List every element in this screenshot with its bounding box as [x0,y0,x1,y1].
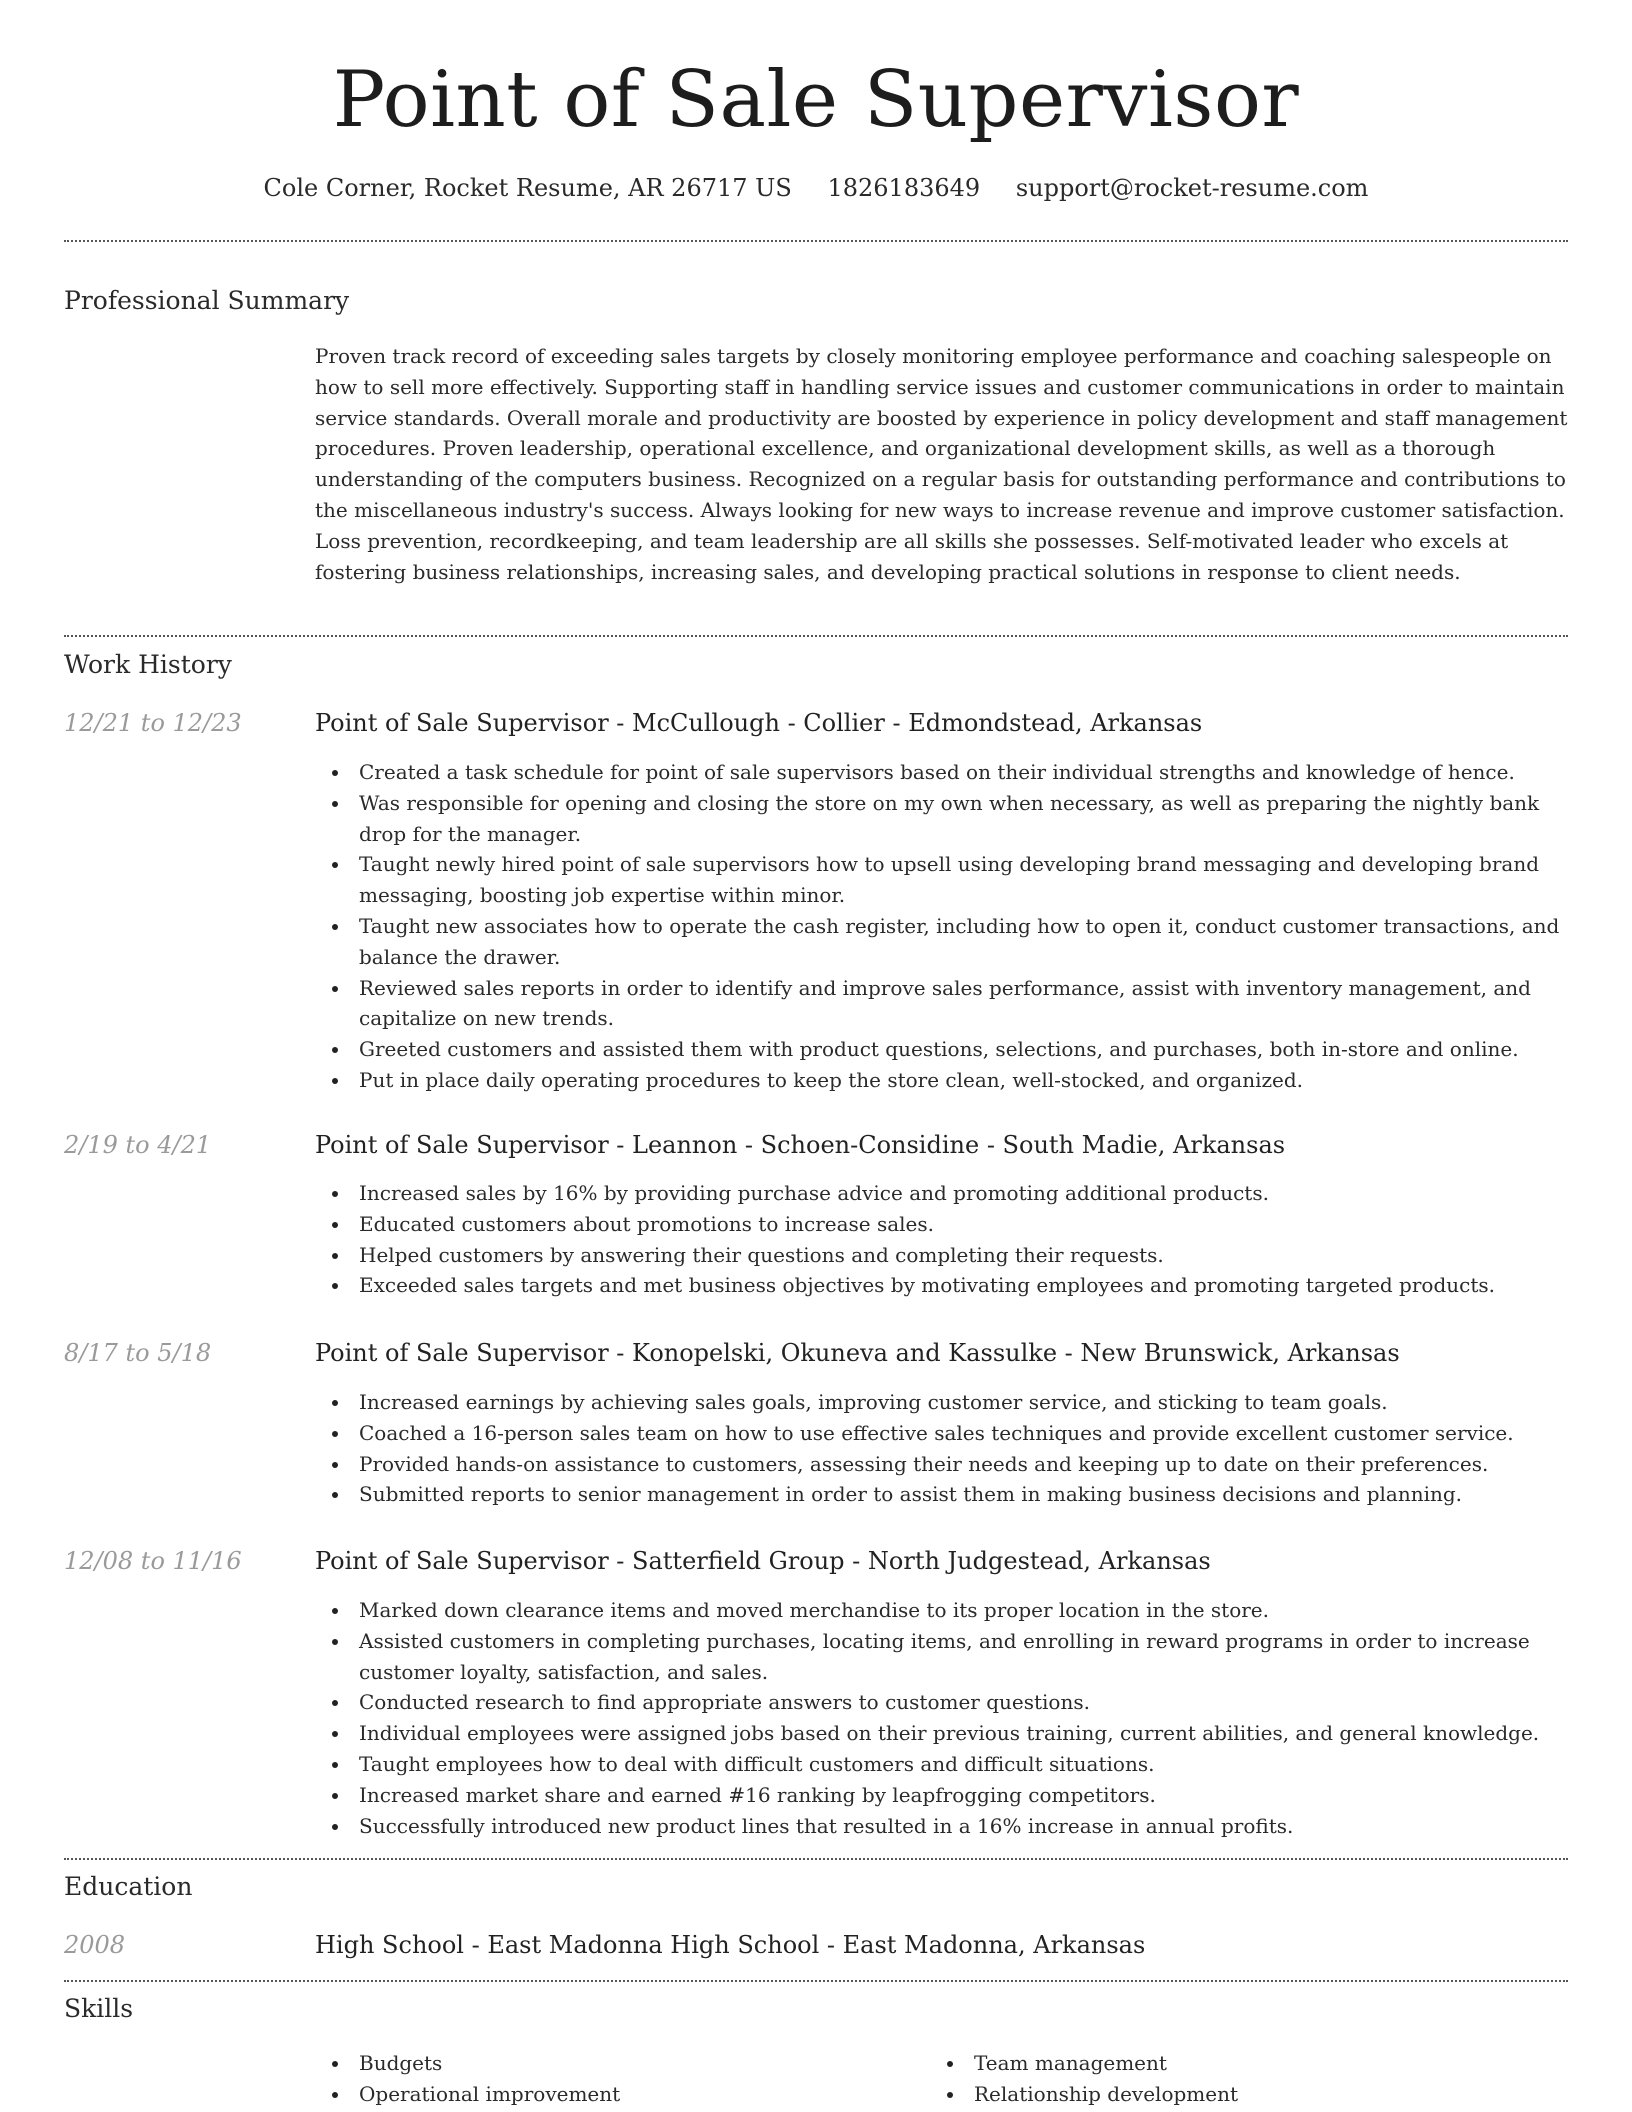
summary-heading: Professional Summary [64,286,350,315]
list-item: Marked down clearance items and moved merchandise to its proper location in the store. [359,1595,1568,1626]
skill-item: Operational improvement [359,2079,875,2110]
summary-text: Proven track record of exceeding sales targets by closely monitoring employee performance and coaching salespeople on how to sell more effectively. Supporting staff in handling service issues and customer communications in order to maintain service standards. Overall morale and productivity are boosted by experience in policy development and staff management procedures. Proven leadership, operational excellence, and organizational development skills, as well as a thorough understanding of the computers business. Recognized on a regular basis for outstanding performance and contributions to the miscellaneous industry's success. Always looking for new ways to increase revenue and improve customer satisfaction. Loss prevention, recordkeeping, and team leadership are all skills she possesses. Self-motivated leader who excels at fostering business relationships, increasing sales, and developing practical solutions in response to client needs. [315,344,1568,584]
section-divider [64,635,1568,637]
job-dates: 12/08 to 11/16 [64,1547,242,1575]
job-bullets [315,1595,1568,1841]
skill-item: Team management [974,2048,1490,2079]
list-item: Put in place daily operating procedures to keep the store clean, well-stocked, and organized. [359,1065,1568,1096]
education-entry: High School - East Madonna High School - East Madonna, Arkansas [315,1931,1146,1959]
list-item: Successfully introduced new product lines that resulted in a 16% increase in annual profits. [359,1811,1568,1842]
list-item: Increased earnings by achieving sales goals, improving customer service, and sticking to team goals. [359,1387,1568,1418]
job-title: Point of Sale Supervisor - Leannon - Schoen-Considine - South Madie, Arkansas [315,1131,1286,1159]
list-item: Was responsible for opening and closing the store on my own when necessary, as well as preparing the nightly bank drop for the manager. [359,788,1568,850]
job-bullets [315,1387,1568,1510]
skill-item: Relationship development [974,2079,1490,2110]
list-item: Individual employees were assigned jobs based on their previous training, current abilities, and general knowledge. [359,1718,1568,1749]
skill-item: Budgets [359,2048,875,2079]
job-title: Point of Sale Supervisor - Satterfield Group - North Judgestead, Arkansas [315,1547,1211,1575]
skills-list-left [315,2048,875,2110]
list-item: Coached a 16-person sales team on how to use effective sales techniques and provide excellent customer service. [359,1418,1568,1449]
list-item: Provided hands-on assistance to customers, assessing their needs and keeping up to date on their preferences. [359,1449,1568,1480]
list-item: Reviewed sales reports in order to identify and improve sales performance, assist with inventory management, and capitalize on new trends. [359,973,1568,1035]
section-divider [64,1980,1568,1982]
education-year: 2008 [64,1931,126,1959]
contact-phone: 1826183649 [827,174,981,202]
job-title: Point of Sale Supervisor - Konopelski, Okuneva and Kassulke - New Brunswick, Arkansas [315,1339,1400,1367]
job-bullets [315,757,1568,1096]
job-dates: 2/19 to 4/21 [64,1131,212,1159]
skills-list-right [930,2048,1490,2110]
job-dates: 12/21 to 12/23 [64,709,242,737]
section-divider [64,240,1568,242]
page-title: Point of Sale Supervisor [332,55,1300,145]
list-item: Increased sales by 16% by providing purchase advice and promoting additional products. [359,1178,1568,1209]
job-title: Point of Sale Supervisor - McCullough - Collier - Edmondstead, Arkansas [315,709,1203,737]
list-item: Educated customers about promotions to increase sales. [359,1209,1568,1240]
contact-email: support@rocket-resume.com [1015,174,1369,202]
list-item: Increased market share and earned #16 ranking by leapfrogging competitors. [359,1780,1568,1811]
list-item: Greeted customers and assisted them with product questions, selections, and purchases, both in-store and online. [359,1034,1568,1065]
skills-heading: Skills [64,1994,134,2023]
contact-address: Cole Corner, Rocket Resume, AR 26717 US [263,174,792,202]
list-item: Conducted research to find appropriate answers to customer questions. [359,1687,1568,1718]
list-item: Created a task schedule for point of sale supervisors based on their individual strengths and knowledge of hence. [359,757,1568,788]
list-item: Submitted reports to senior management in order to assist them in making business decisions and planning. [359,1479,1568,1510]
list-item: Taught new associates how to operate the cash register, including how to open it, conduct customer transactions, and balance the drawer. [359,911,1568,973]
list-item: Helped customers by answering their questions and completing their requests. [359,1240,1568,1271]
job-bullets [315,1178,1568,1301]
list-item: Exceeded sales targets and met business objectives by motivating employees and promoting targeted products. [359,1270,1568,1301]
job-dates: 8/17 to 5/18 [64,1339,212,1367]
education-heading: Education [64,1872,193,1901]
work-history-heading: Work History [64,650,232,679]
contact-line [0,172,1632,204]
list-item: Taught employees how to deal with difficult customers and difficult situations. [359,1749,1568,1780]
list-item: Assisted customers in completing purchases, locating items, and enrolling in reward programs in order to increase customer loyalty, satisfaction, and sales. [359,1626,1568,1688]
section-divider [64,1858,1568,1860]
list-item: Taught newly hired point of sale supervisors how to upsell using developing brand messaging and developing brand messaging, boosting job expertise within minor. [359,849,1568,911]
